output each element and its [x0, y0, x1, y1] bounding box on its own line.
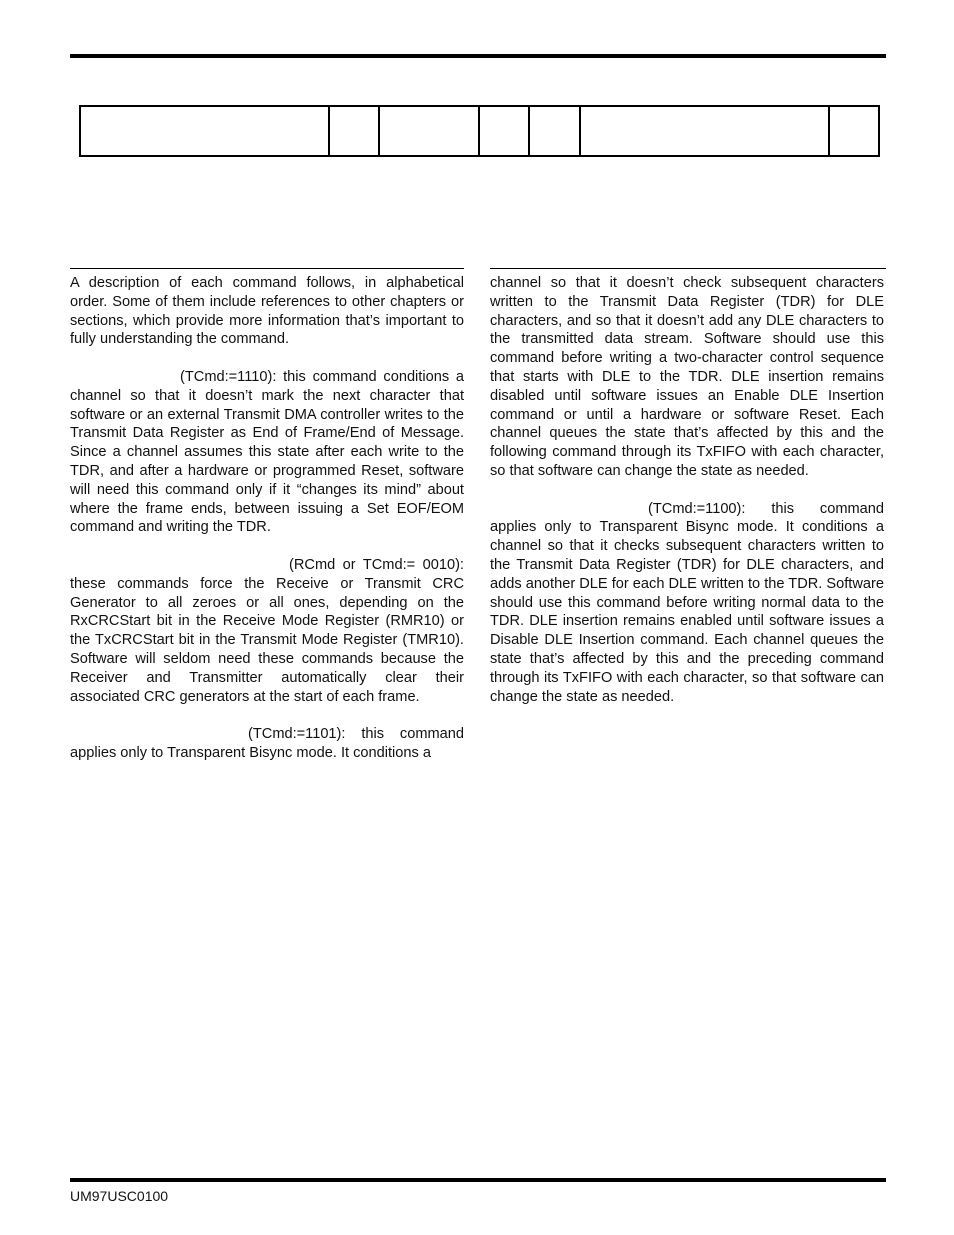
header-cell: [329, 106, 379, 156]
command-paragraph: (TCmd:=1110): this command conditions a channel so that it doesn’t mark the next character that software or an external Transmit DMA controller writes to the Transmit Data Register as End of Frame/End of Message. Since a channel assumes this state after each write to the TDR, and after a hardware or programmed Reset, software will need this command only if it “changes its mind” about where the frame ends, between issuing a Set EOF/EOM command and writing the TDR.: [70, 368, 464, 536]
header-table: [79, 105, 880, 157]
top-rule: [70, 54, 886, 58]
right-column: [490, 274, 884, 725]
left-column-rule: [70, 268, 464, 269]
header-cell: [479, 106, 529, 156]
document-id: UM97USC0100: [70, 1188, 169, 1204]
header-cell: [580, 106, 829, 156]
left-column: [70, 274, 464, 782]
header-cell: [529, 106, 580, 156]
command-paragraph: (RCmd or TCmd:= 0010): these commands force the Receive or Transmit CRC Generator to all zeroes or all ones, depending on the RxCRCStart bit in the Receive Mode Register (RMR10) or the TxCRCStart bit in the Transmit Mode Register (TMR10). Software will seldom need these commands because the Receiver and Transmitter automatically clear their associated CRC generators at the start of each frame.: [70, 556, 464, 705]
intro-paragraph: A description of each command follows, in alphabetical order. Some of them include references to other chapters or sections, which provide more information that’s important to fully understanding the command.: [70, 275, 464, 348]
header-cell: [829, 106, 879, 156]
command-paragraph: (TCmd:=1101): this command applies only to Transparent Bisync mode. It conditions a: [70, 726, 464, 761]
command-paragraph: (TCmd:=1100): this command applies only to Transparent Bisync mode. It conditions a channel so that it checks subsequent characters written to the Transmit Data Register (TDR) for DLE characters, and adds another DLE for each DLE written to the TDR. Software should use this command before writing normal data to the TDR. DLE insertion remains enabled until software issues a Disable DLE Insertion command. Each channel queues the state that’s affected by this and the preceding command through its TxFIFO with each character, so that software can change the state as needed.: [490, 500, 884, 705]
header-cell: [80, 106, 329, 156]
bottom-rule: [70, 1178, 886, 1182]
header-table-row: [80, 106, 879, 156]
header-cell: [379, 106, 479, 156]
continued-paragraph: channel so that it doesn’t check subsequent characters written to the Transmit Data Register (TDR) for DLE characters, and so that it doesn’t add any DLE characters to the transmitted data stream. Software should use this command before writing a two-character control sequence that starts with DLE to the TDR. DLE insertion remains disabled until software issues an Enable DLE Insertion command or until a hardware or software Reset. Each channel queues the state that’s affected by this and the following command through its TxFIFO with each character, so that software can change the state as needed.: [490, 275, 884, 479]
right-column-rule: [490, 268, 886, 269]
